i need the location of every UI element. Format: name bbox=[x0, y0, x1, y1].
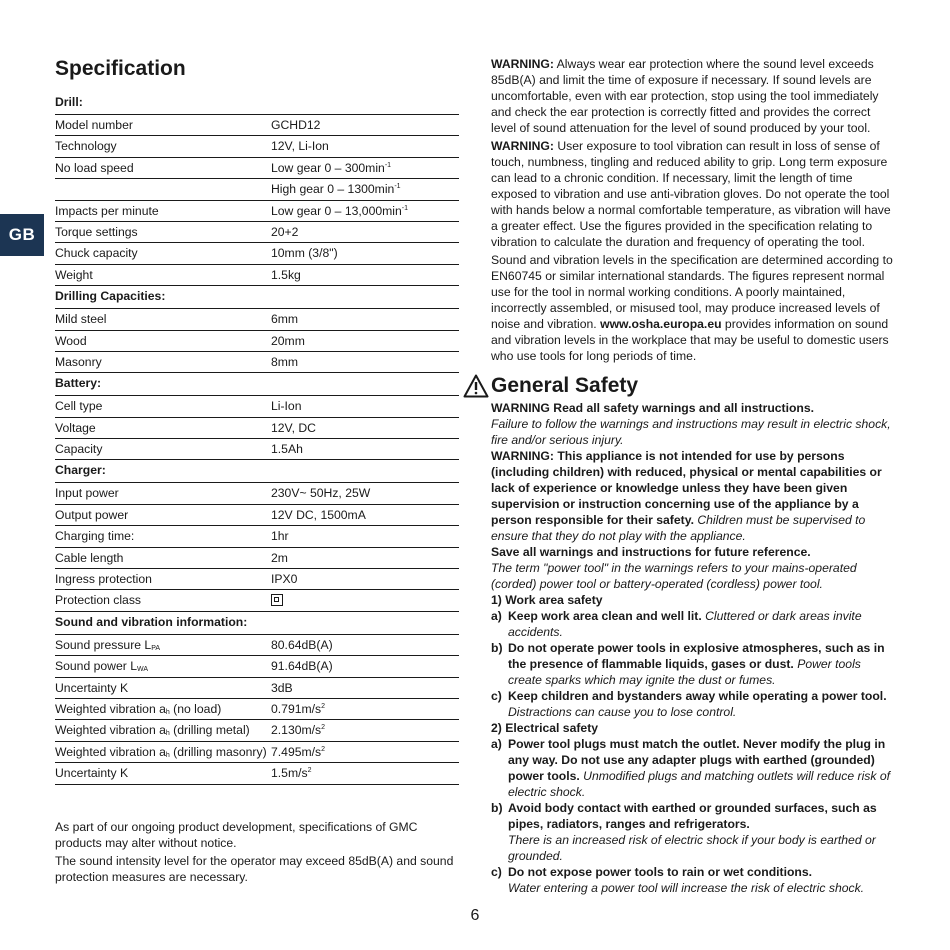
spec-label: Torque settings bbox=[55, 224, 138, 239]
spec-row bbox=[55, 678, 459, 699]
specification-table bbox=[55, 92, 459, 785]
spec-value: $1.5m/s^2$ bbox=[271, 766, 312, 781]
spec-value: 2m bbox=[271, 550, 288, 565]
electrical-item-c: c) Do not expose power tools to rain or wet conditions. Water entering a power tool will increase the risk of electric shock. bbox=[491, 865, 865, 895]
spec-label: Impacts per minute bbox=[55, 203, 159, 218]
appliance-users-warning: WARNING: This appliance is not intended for use by persons (including children) with reduced, physical or mental capabilities or lack of experience or knowledge unless they have been given supervision or instruction concerning use of the appliance by a person responsible for their safety. Children must be supervised to ensure that they do not play with the appliance. bbox=[491, 449, 882, 543]
spec-label: Model number bbox=[55, 118, 133, 132]
spec-label: Masonry bbox=[55, 354, 102, 369]
note-sound-intensity: The sound intensity level for the operator may exceed 85dB(A) and sound protection measures are necessary. bbox=[55, 854, 454, 884]
class-ii-double-square-icon bbox=[271, 594, 283, 606]
spec-value: 8mm bbox=[271, 354, 299, 369]
spec-value: 1.5Ah bbox=[271, 442, 303, 457]
spec-section-heading: Drill: bbox=[55, 92, 459, 115]
spec-value: 3dB bbox=[271, 680, 293, 695]
spec-value: 10mm (3/8") bbox=[271, 246, 338, 261]
spec-row bbox=[55, 222, 459, 243]
spec-label: Weighted vibration $a_h$ (drilling metal) bbox=[55, 723, 250, 738]
specification-notes bbox=[55, 820, 455, 888]
spec-value: 1hr bbox=[271, 529, 289, 544]
spec-value: $7.495m/s^2$ bbox=[271, 744, 326, 759]
spec-label: Cell type bbox=[55, 399, 103, 414]
spec-value: 230V~ 50Hz, 25W bbox=[271, 486, 371, 501]
spec-value: IPX0 bbox=[271, 572, 298, 587]
spec-section-heading: Battery: bbox=[55, 373, 459, 396]
sound-vibration-info: Sound and vibration levels in the specification are determined according to EN60745 or similar international standards. The figures represent normal use for the tool in normal working conditions. A poorly maintained, incorrectly assembled, or misused tool, may produce increased levels of noise and vibration. www.osha.europa.eu provides information on sound and vibration levels in the workplace that may be useful to domestic users who use tools for long periods of time. bbox=[491, 253, 893, 363]
spec-row bbox=[55, 548, 459, 569]
spec-value: $2.130m/s^2$ bbox=[271, 723, 326, 738]
note-product-development: As part of our ongoing product development, specifications of GMC products may alter without notice. bbox=[55, 820, 418, 850]
spec-row bbox=[55, 590, 459, 611]
spec-label: Weighted vibration $a_h$ (no load) bbox=[55, 701, 222, 716]
page-number: 6 bbox=[470, 907, 480, 924]
spec-row bbox=[55, 483, 459, 504]
spec-label: Uncertainty K bbox=[55, 680, 129, 695]
spec-value: High gear $0 - 1300\min^{-1}$ bbox=[271, 182, 401, 197]
spec-label: Sound power $L_{WA}$ bbox=[55, 659, 149, 674]
spec-row bbox=[55, 742, 459, 763]
spec-row bbox=[55, 265, 459, 286]
spec-value: Li-Ion bbox=[271, 399, 302, 414]
spec-row bbox=[55, 309, 459, 330]
spec-label: Cable length bbox=[55, 550, 124, 565]
spec-row bbox=[55, 243, 459, 264]
spec-label: Technology bbox=[55, 139, 117, 154]
spec-value: 6mm bbox=[271, 312, 299, 327]
spec-row bbox=[55, 505, 459, 526]
work-area-item-c: c) Keep children and bystanders away while operating a power tool. Distractions can cause you to lose control. bbox=[491, 689, 887, 719]
spec-row bbox=[55, 115, 459, 136]
warning-triangle-icon bbox=[463, 374, 489, 398]
spec-row bbox=[55, 526, 459, 547]
spec-label: Protection class bbox=[55, 593, 142, 608]
spec-row bbox=[55, 656, 459, 677]
read-warnings-consequence: Failure to follow the warnings and instructions may result in electric shock, fire and/or serious injury. bbox=[491, 417, 891, 447]
spec-label: Input power bbox=[55, 486, 119, 501]
spec-row bbox=[55, 179, 459, 200]
spec-row bbox=[55, 396, 459, 417]
osha-link[interactable]: www.osha.europa.eu bbox=[600, 317, 722, 331]
spec-label: No load speed bbox=[55, 160, 134, 175]
spec-row bbox=[55, 201, 459, 222]
spec-value: Low gear $0 - 13,000\min^{-1}$ bbox=[271, 203, 409, 218]
save-instructions: Save all warnings and instructions for future reference. bbox=[491, 545, 811, 559]
spec-label: Uncertainty K bbox=[55, 766, 129, 781]
spec-section-heading: Sound and vibration information: bbox=[55, 612, 459, 635]
spec-label: Weighted vibration $a_h$ (drilling masonry) bbox=[55, 744, 267, 759]
spec-label: Output power bbox=[55, 507, 129, 522]
specification-column bbox=[55, 56, 459, 785]
safety-column bbox=[491, 56, 897, 896]
electrical-item-a: a) Power tool plugs must match the outlet. Never modify the plug in any way. Do not use any adapter plugs with earthed (grounded) power tools. Unmodified plugs and matching outlets will reduce risk of electric shock. bbox=[491, 737, 891, 799]
spec-value: 20+2 bbox=[271, 224, 299, 239]
spec-label bbox=[55, 179, 271, 199]
language-tab: GB bbox=[0, 214, 44, 256]
spec-label: Charging time: bbox=[55, 529, 135, 544]
spec-value: 20mm bbox=[271, 333, 305, 348]
spec-row bbox=[55, 699, 459, 720]
read-warnings-statement: WARNING Read all safety warnings and all instructions. bbox=[491, 401, 815, 415]
spec-value: $0.791m/s^2$ bbox=[271, 701, 326, 716]
power-tool-term: The term "power tool" in the warnings refers to your mains-operated (corded) power tool or battery-operated (cordless) power tool. bbox=[491, 561, 857, 591]
spec-value: 12V DC, 1500mA bbox=[271, 507, 366, 522]
electrical-safety-heading: 2) Electrical safety bbox=[491, 721, 599, 735]
spec-label: Voltage bbox=[55, 420, 96, 435]
spec-value: Low gear $0 - 300\min^{-1}$ bbox=[271, 160, 392, 175]
work-area-safety-heading: 1) Work area safety bbox=[491, 593, 603, 607]
spec-row bbox=[55, 439, 459, 460]
vibration-warning: WARNING: User exposure to tool vibration can result in loss of sense of touch, numbness, tingling and reduced ability to grip. Long term exposure can lead to a chronic condition. If necessary, limit the length of time exposed to vibration and use anti-vibration gloves. Do not operate the tool with hands below a normal comfortable temperature, as vibration will have a greater effect. Use the figures provided in the specification relating to vibration to calculate the duration and frequency of operating the tool. bbox=[491, 139, 891, 249]
spec-label: Weight bbox=[55, 267, 93, 282]
spec-section-heading: Drilling Capacities: bbox=[55, 286, 459, 309]
spec-row bbox=[55, 418, 459, 439]
spec-row bbox=[55, 136, 459, 157]
specification-title: Specification bbox=[55, 57, 186, 80]
spec-value: GCHD12 bbox=[271, 118, 321, 132]
spec-row bbox=[55, 569, 459, 590]
spec-section-heading: Charger: bbox=[55, 460, 459, 483]
spec-row bbox=[55, 763, 459, 784]
work-area-item-a: a) Keep work area clean and well lit. Cluttered or dark areas invite accidents. bbox=[491, 609, 862, 639]
spec-row bbox=[55, 158, 459, 179]
spec-label: Capacity bbox=[55, 442, 103, 457]
spec-value bbox=[271, 590, 459, 610]
spec-row bbox=[55, 635, 459, 656]
spec-label: Sound pressure $L_{PA}$ bbox=[55, 637, 161, 652]
general-safety-title: General Safety bbox=[491, 374, 639, 397]
ear-protection-warning: WARNING: Always wear ear protection where the sound level exceeds 85dB(A) and limit the time of exposure if necessary. If sound levels are uncomfortable, even with ear protection, stop using the tool immediately and check the ear protection is correctly fitted and provides the correct level of sound attenuation for the level of sound produced by your tool. bbox=[491, 57, 879, 135]
spec-row bbox=[55, 331, 459, 352]
electrical-item-b: b) Avoid body contact with earthed or grounded surfaces, such as pipes, radiators, ranges and refrigerators. There is an increased risk of electric shock if your body is earthed or grounded. bbox=[491, 801, 877, 863]
spec-label: Mild steel bbox=[55, 312, 107, 327]
spec-label: Ingress protection bbox=[55, 572, 152, 587]
spec-label: Chuck capacity bbox=[55, 246, 138, 261]
spec-label: Wood bbox=[55, 333, 87, 348]
spec-value: 1.5kg bbox=[271, 267, 301, 282]
spec-value: 80.64dB(A) bbox=[271, 637, 333, 652]
general-safety-heading bbox=[463, 374, 897, 398]
spec-row bbox=[55, 352, 459, 373]
spec-value: 12V, DC bbox=[271, 420, 316, 435]
spec-value: 12V, Li-Ion bbox=[271, 139, 329, 154]
spec-value: 91.64dB(A) bbox=[271, 659, 333, 674]
work-area-item-b: b) Do not operate power tools in explosive atmospheres, such as in the presence of flammable liquids, gases or dust. Power tools create sparks which may ignite the dust or fumes. bbox=[491, 641, 885, 687]
spec-row bbox=[55, 720, 459, 741]
